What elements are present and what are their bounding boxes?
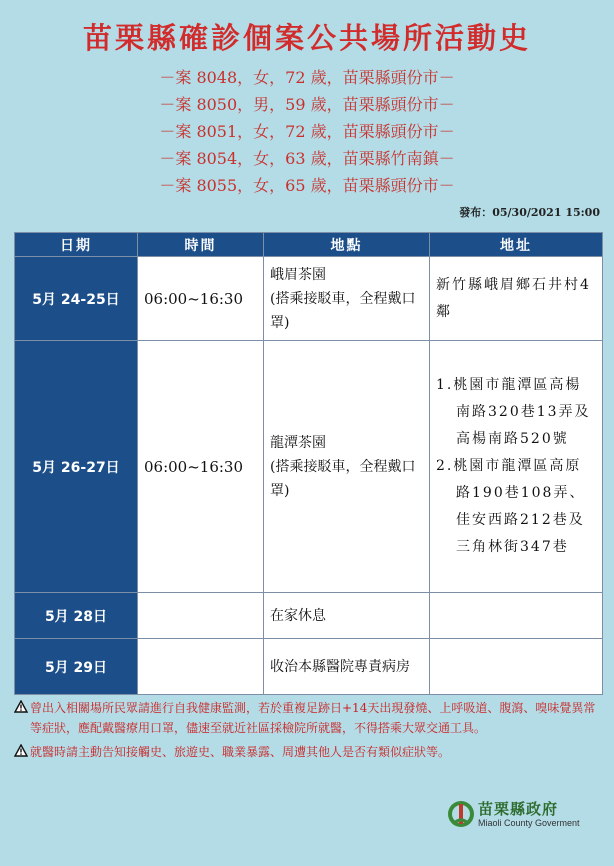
- case-line: －案 8048，女，72 歲，苗栗縣頭份市－: [159, 68, 455, 87]
- row-time: [138, 639, 264, 695]
- place-name: 龍潭茶園: [270, 434, 326, 451]
- activity-table: [14, 232, 603, 695]
- row-date: 5月 28日: [15, 593, 138, 639]
- case-line: －案 8051，女，72 歲，苗栗縣頭份市－: [159, 122, 455, 141]
- row-date: 5月 29日: [15, 639, 138, 695]
- row-place: [264, 341, 430, 593]
- case-list: [0, 64, 614, 199]
- row-date: 5月 24-25日: [15, 257, 138, 341]
- row-address: [430, 257, 603, 341]
- case-line: －案 8054，女，63 歲，苗栗縣竹南鎮－: [159, 149, 455, 168]
- note-item: [14, 698, 604, 738]
- address-line: 1.桃園市龍潭區高楊南路320巷13弄及高楊南路520號: [436, 377, 591, 447]
- header-place: 地點: [264, 233, 430, 257]
- table-row: [15, 593, 603, 639]
- warning-triangle-icon: [14, 700, 28, 713]
- place-name: 峨眉茶園: [270, 266, 326, 283]
- page-title: 苗栗縣確診個案公共場所活動史: [82, 21, 531, 55]
- case-line: －案 8055，女，65 歲，苗栗縣頭份市－: [159, 176, 455, 195]
- miaoli-emblem-icon: [446, 796, 476, 836]
- note-item: [14, 742, 604, 762]
- note-text: 曾出入相關場所民眾請進行自我健康監測，若於重複足跡日+14天出現發燒、上呼吸道、腹瀉、嗅味覺異常等症狀，應配戴醫療用口罩，儘速至就近社區採檢院所就醫，不得搭乘大眾交通工具。: [30, 701, 596, 735]
- table-header-row: [15, 233, 603, 257]
- row-address: [430, 593, 603, 639]
- warning-triangle-icon: [14, 744, 28, 757]
- row-time: [138, 593, 264, 639]
- row-time: 06:00~16:30: [138, 257, 264, 341]
- notes: [14, 698, 604, 762]
- row-time: 06:00~16:30: [138, 341, 264, 593]
- logo-name: 苗栗縣政府: [478, 800, 559, 818]
- row-place: [264, 257, 430, 341]
- address-line: 新竹縣峨眉鄉石井村4鄰: [436, 276, 591, 320]
- place-note: (搭乘接駁車，全程戴口罩): [270, 290, 416, 331]
- logo-english: Miaoli County Goverment: [478, 818, 580, 828]
- place-name: 收治本縣醫院專責病房: [270, 658, 410, 675]
- row-date: 5月 26-27日: [15, 341, 138, 593]
- table-row: [15, 341, 603, 593]
- place-name: 在家休息: [270, 607, 326, 624]
- row-address: [430, 341, 603, 593]
- table-row: [15, 257, 603, 341]
- row-place: [264, 593, 430, 639]
- note-text: 就醫時請主動告知接觸史、旅遊史、職業暴露、周遭其他人是否有類似症狀等。: [30, 745, 451, 759]
- table-row: [15, 639, 603, 695]
- row-address: [430, 639, 603, 695]
- place-note: (搭乘接駁車，全程戴口罩): [270, 458, 416, 499]
- case-line: －案 8050，男，59 歲，苗栗縣頭份市－: [159, 95, 455, 114]
- row-place: [264, 639, 430, 695]
- address-line: 2.桃園市龍潭區高原路190巷108弄、佳安西路212巷及三角林街347巷: [436, 458, 586, 555]
- header-address: 地址: [430, 233, 603, 257]
- release-timestamp: 發布：05/30/2021 15:00: [459, 206, 600, 219]
- header-time: 時間: [138, 233, 264, 257]
- header-date: 日期: [15, 233, 138, 257]
